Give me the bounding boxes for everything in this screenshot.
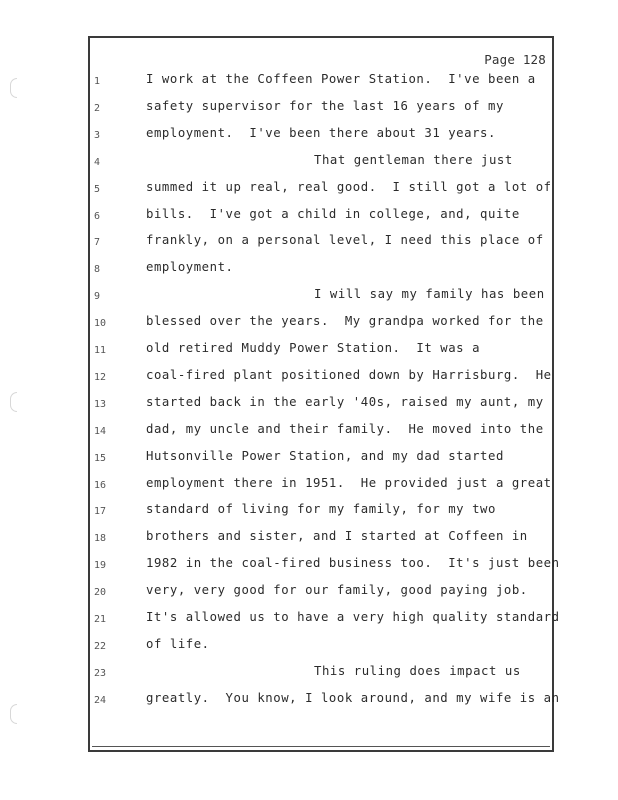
line-text: summed it up real, real good. I still got a lot of bbox=[146, 179, 552, 194]
line-number: 9 bbox=[94, 291, 101, 303]
line-text: Hutsonville Power Station, and my dad started bbox=[146, 448, 504, 463]
line-text: blessed over the years. My grandpa worked for the bbox=[146, 314, 544, 329]
line-text: greatly. You know, I look around, and my wife is an bbox=[146, 690, 560, 705]
line-number: 15 bbox=[94, 452, 107, 464]
transcript-line bbox=[0, 422, 618, 449]
line-number: 17 bbox=[94, 506, 107, 518]
transcript-line bbox=[0, 529, 618, 556]
line-number: 2 bbox=[94, 102, 101, 114]
line-number: 21 bbox=[94, 614, 107, 625]
transcript-line bbox=[0, 476, 618, 503]
line-number: 23 bbox=[94, 667, 107, 679]
page-number: Page 128 bbox=[484, 52, 546, 67]
transcript-line bbox=[0, 260, 618, 287]
line-text: of life. bbox=[146, 636, 210, 651]
line-number: 4 bbox=[94, 156, 101, 168]
line-text: employment. I've been there about 31 years. bbox=[146, 125, 496, 140]
transcript-line bbox=[0, 341, 618, 368]
transcript-line bbox=[0, 691, 618, 718]
transcript-line bbox=[0, 153, 618, 180]
line-text: employment. bbox=[146, 260, 234, 275]
line-number: 18 bbox=[94, 533, 107, 545]
line-text: very, very good for our family, good paying job. bbox=[146, 583, 528, 598]
transcript-line bbox=[0, 233, 618, 260]
line-number: 20 bbox=[94, 587, 107, 599]
line-text: bills. I've got a child in college, and, quite bbox=[146, 206, 520, 221]
transcript-line bbox=[0, 395, 618, 422]
line-text: safety supervisor for the last 16 years of my bbox=[146, 98, 504, 113]
line-number: 19 bbox=[94, 560, 107, 572]
line-number: 14 bbox=[94, 425, 107, 437]
transcript-line bbox=[0, 556, 618, 583]
line-text: It's allowed us to have a very high quality standard bbox=[146, 610, 560, 624]
transcript-line bbox=[0, 583, 618, 610]
transcript-line bbox=[0, 126, 618, 153]
line-number: 8 bbox=[94, 264, 101, 276]
line-text: dad, my uncle and their family. He moved into the bbox=[146, 421, 544, 436]
transcript-line bbox=[0, 72, 618, 99]
line-number: 22 bbox=[94, 640, 107, 652]
transcript-line bbox=[0, 207, 618, 234]
transcript-line bbox=[0, 287, 618, 314]
line-text: This ruling does impact us bbox=[314, 663, 521, 678]
line-text: That gentleman there just bbox=[314, 152, 513, 167]
transcript-line bbox=[0, 449, 618, 476]
transcript-line bbox=[0, 368, 618, 395]
line-text: old retired Muddy Power Station. It was a bbox=[146, 341, 481, 355]
transcript-line bbox=[0, 180, 618, 207]
line-text: employment there in 1951. He provided just a great bbox=[146, 475, 552, 490]
line-text: brothers and sister, and I started at Coffeen in bbox=[146, 529, 528, 544]
line-number: 16 bbox=[94, 479, 107, 491]
line-number: 1 bbox=[94, 76, 101, 87]
line-number: 7 bbox=[94, 237, 101, 249]
transcript-line bbox=[0, 664, 618, 691]
transcript-line bbox=[0, 314, 618, 341]
line-text: started back in the early '40s, raised my aunt, my bbox=[146, 394, 544, 409]
transcript-line bbox=[0, 99, 618, 126]
line-number: 3 bbox=[94, 129, 101, 141]
line-number: 6 bbox=[94, 210, 101, 222]
line-text: 1982 in the coal-fired business too. It's just been bbox=[146, 556, 560, 571]
line-number: 11 bbox=[94, 345, 107, 356]
transcript-line bbox=[0, 637, 618, 664]
line-text: I will say my family has been bbox=[314, 287, 545, 302]
line-number: 5 bbox=[94, 183, 101, 195]
line-text: coal-fired plant positioned down by Harrisburg. He bbox=[146, 367, 552, 382]
transcript-line bbox=[0, 502, 618, 529]
line-number: 24 bbox=[94, 694, 107, 706]
line-text: frankly, on a personal level, I need this place of bbox=[146, 233, 544, 248]
transcript-line bbox=[0, 610, 618, 637]
line-text: I work at the Coffeen Power Station. I've been a bbox=[146, 72, 536, 86]
line-number: 12 bbox=[94, 371, 107, 383]
line-text: standard of living for my family, for my two bbox=[146, 502, 496, 517]
line-number: 10 bbox=[94, 318, 107, 330]
line-number: 13 bbox=[94, 398, 107, 410]
